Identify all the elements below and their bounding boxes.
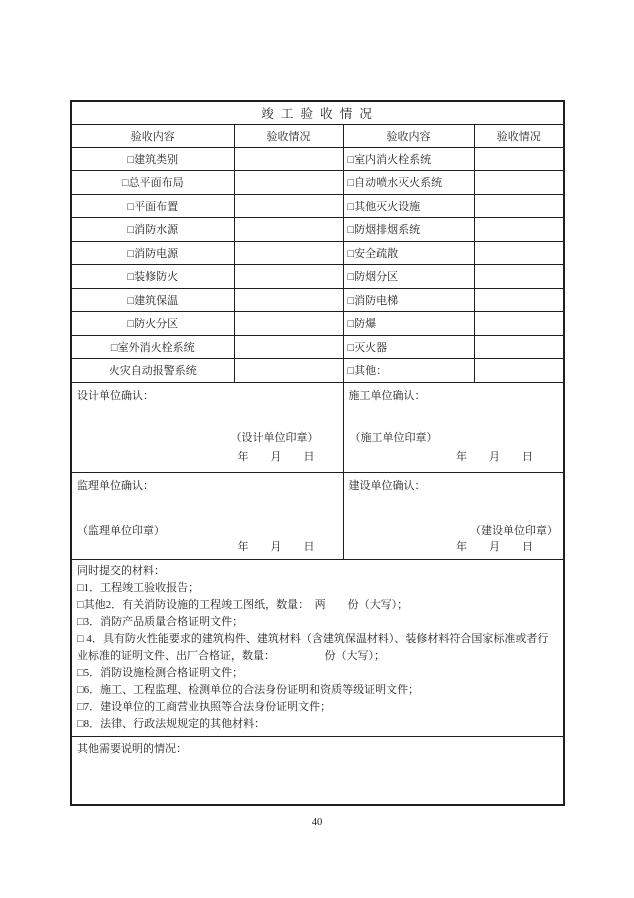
acceptance-status-cell [474, 171, 564, 195]
acceptance-item [343, 359, 474, 383]
material-item-text: 5．消防设施检测合格证明文件； [83, 666, 244, 679]
acceptance-item-label: 建筑保温 [134, 294, 179, 307]
checkbox-icon: □ [127, 294, 135, 307]
acceptance-item [343, 312, 474, 336]
checkbox-icon: □ [347, 224, 355, 237]
material-item [77, 631, 558, 665]
acceptance-item-label: 消防电梯 [354, 294, 399, 307]
material-item-text: 1．工程竣工验收报告； [83, 581, 200, 594]
checkbox-icon: □ [347, 318, 355, 331]
acceptance-item [343, 194, 474, 218]
material-item-text: 其他2．有关消防设施的工程竣工图纸，数量： 两 份（大写）； [83, 598, 409, 611]
checkbox-icon: □ [77, 598, 84, 611]
material-item-text: 7．建设单位的工商营业执照等合法身份证明文件； [83, 700, 332, 713]
checkbox-icon: □ [77, 717, 84, 730]
material-item [77, 716, 558, 733]
checkbox-icon: □ [127, 224, 135, 237]
column-header-content-left: 验收内容 [71, 124, 234, 147]
acceptance-status-cell [474, 288, 564, 312]
acceptance-status-cell [234, 171, 343, 195]
acceptance-status-cell [474, 335, 564, 359]
acceptance-item-label: 室外消火栓系统 [117, 341, 195, 354]
checkbox-icon: □ [347, 271, 355, 284]
checkbox-icon: □ [110, 341, 118, 354]
acceptance-item [343, 288, 474, 312]
acceptance-status-cell [234, 312, 343, 336]
acceptance-item-label: 灭火器 [354, 341, 388, 354]
acceptance-status-cell [234, 241, 343, 265]
checkbox-icon: □ [127, 153, 135, 166]
acceptance-status-cell [474, 265, 564, 289]
building-unit-stamp-placeholder: （建设单位印章） [470, 524, 559, 537]
checkbox-icon: □ [127, 318, 135, 331]
checkbox-icon: □ [77, 581, 84, 594]
supervision-unit-confirmation-label: 监理单位确认： [77, 479, 154, 492]
construction-unit-stamp-placeholder: （施工单位印章） [349, 431, 438, 444]
table-row [71, 265, 564, 289]
other-notes-section [71, 736, 564, 805]
supervision-unit-confirmation-cell [71, 472, 343, 559]
table-row [71, 194, 564, 218]
acceptance-item-label: 其他灭火设施 [354, 200, 421, 213]
acceptance-status-cell [234, 218, 343, 242]
material-item [77, 665, 558, 682]
acceptance-item [71, 359, 234, 383]
design-unit-stamp-placeholder: （设计单位印章） [230, 431, 319, 444]
checkbox-icon: □ [347, 200, 355, 213]
design-unit-date-line: 年 月 日 [237, 450, 315, 463]
column-header-content-right: 验收内容 [343, 124, 474, 147]
acceptance-item-label: 建筑类别 [134, 153, 179, 166]
acceptance-item-label: 自动喷水灭火系统 [354, 177, 443, 190]
material-item-text: 4．具有防火性能要求的建筑构件、建筑材料（含建筑保温材料）、装修材料符合国家标准或者行业标准的证明文件、出厂合格证，数量： 份（大写）； [77, 632, 549, 662]
construction-unit-date-line: 年 月 日 [456, 450, 534, 463]
checkbox-icon: □ [121, 177, 129, 190]
table-row [71, 171, 564, 195]
design-unit-confirmation-label: 设计单位确认： [77, 389, 154, 402]
table-row [71, 359, 564, 383]
checkbox-icon: □ [127, 247, 135, 260]
table-row [71, 147, 564, 171]
material-item-text: 8．法律、行政法规规定的其他材料： [83, 717, 266, 730]
table-row [71, 288, 564, 312]
material-item [77, 682, 558, 699]
acceptance-item [343, 147, 474, 171]
material-item [77, 580, 558, 597]
checkbox-icon: □ [347, 177, 355, 190]
checkbox-icon: □ [77, 632, 84, 645]
checkbox-icon: □ [347, 365, 355, 378]
checkbox-icon: □ [77, 615, 84, 628]
checkbox-icon: □ [127, 200, 135, 213]
acceptance-item [71, 241, 234, 265]
acceptance-status-cell [234, 335, 343, 359]
building-unit-confirmation-cell [343, 472, 564, 559]
completion-acceptance-table [70, 100, 565, 806]
acceptance-status-cell [234, 147, 343, 171]
checkbox-icon: □ [77, 700, 84, 713]
acceptance-item-label: 室内消火栓系统 [354, 153, 432, 166]
acceptance-status-cell [474, 359, 564, 383]
submitted-materials-section [71, 559, 564, 736]
acceptance-status-cell [234, 194, 343, 218]
other-notes-label: 其他需要说明的情况： [77, 742, 187, 755]
acceptance-item [71, 194, 234, 218]
acceptance-item-label: 火灾自动报警系统 [108, 365, 197, 378]
acceptance-status-cell [474, 147, 564, 171]
acceptance-item-label: 其他： [354, 365, 388, 378]
materials-heading: 同时提交的材料： [77, 564, 165, 577]
acceptance-item-label: 消防电源 [134, 247, 179, 260]
acceptance-status-cell [234, 288, 343, 312]
acceptance-status-cell [474, 312, 564, 336]
table-row [71, 218, 564, 242]
checkbox-icon: □ [77, 666, 84, 679]
acceptance-item-label: 防烟分区 [354, 271, 399, 284]
column-header-status-left: 验收情况 [234, 124, 343, 147]
acceptance-item-label: 总平面布局 [128, 177, 184, 190]
acceptance-item-label: 防火分区 [134, 318, 179, 331]
acceptance-status-cell [234, 359, 343, 383]
acceptance-status-cell [474, 194, 564, 218]
acceptance-item-label: 安全疏散 [354, 247, 399, 260]
acceptance-item [71, 288, 234, 312]
page-number: 40 [311, 817, 323, 828]
acceptance-status-cell [474, 218, 564, 242]
acceptance-item-label: 防爆 [354, 318, 377, 331]
acceptance-item [71, 335, 234, 359]
acceptance-item [71, 218, 234, 242]
acceptance-item [343, 218, 474, 242]
acceptance-item [343, 265, 474, 289]
acceptance-status-cell [234, 265, 343, 289]
construction-unit-confirmation-cell [343, 382, 564, 472]
acceptance-item-label: 防烟排烟系统 [354, 224, 421, 237]
acceptance-item [343, 335, 474, 359]
table-row [71, 335, 564, 359]
acceptance-item [71, 147, 234, 171]
acceptance-item [71, 171, 234, 195]
acceptance-item-label: 平面布置 [134, 200, 179, 213]
material-item [77, 597, 558, 614]
checkbox-icon: □ [347, 341, 355, 354]
acceptance-item [343, 171, 474, 195]
checkbox-icon: □ [347, 294, 355, 307]
design-unit-confirmation-cell [71, 382, 343, 472]
acceptance-item [71, 265, 234, 289]
column-header-status-right: 验收情况 [474, 124, 564, 147]
supervision-unit-date-line: 年 月 日 [237, 540, 315, 553]
acceptance-item [71, 312, 234, 336]
material-item-text: 3．消防产品质量合格证明文件； [83, 615, 244, 628]
material-item-text: 6．施工、工程监理、检测单位的合法身份证明和资质等级证明文件； [83, 683, 420, 696]
table-row [71, 312, 564, 336]
checkbox-icon: □ [347, 153, 355, 166]
building-unit-confirmation-label: 建设单位确认： [348, 479, 426, 492]
table-row [71, 241, 564, 265]
material-item [77, 614, 558, 631]
supervision-unit-stamp-placeholder: （监理单位印章） [77, 524, 165, 537]
table-title: 竣 工 验 收 情 况 [71, 101, 564, 124]
building-unit-date-line: 年 月 日 [456, 540, 534, 553]
checkbox-icon: □ [127, 271, 135, 284]
checkbox-icon: □ [77, 683, 84, 696]
acceptance-item-label: 装修防火 [134, 271, 179, 284]
acceptance-item [343, 241, 474, 265]
construction-unit-confirmation-label: 施工单位确认： [348, 389, 426, 402]
acceptance-item-label: 消防水源 [134, 224, 179, 237]
material-item [77, 699, 558, 716]
checkbox-icon: □ [347, 247, 355, 260]
acceptance-status-cell [474, 241, 564, 265]
